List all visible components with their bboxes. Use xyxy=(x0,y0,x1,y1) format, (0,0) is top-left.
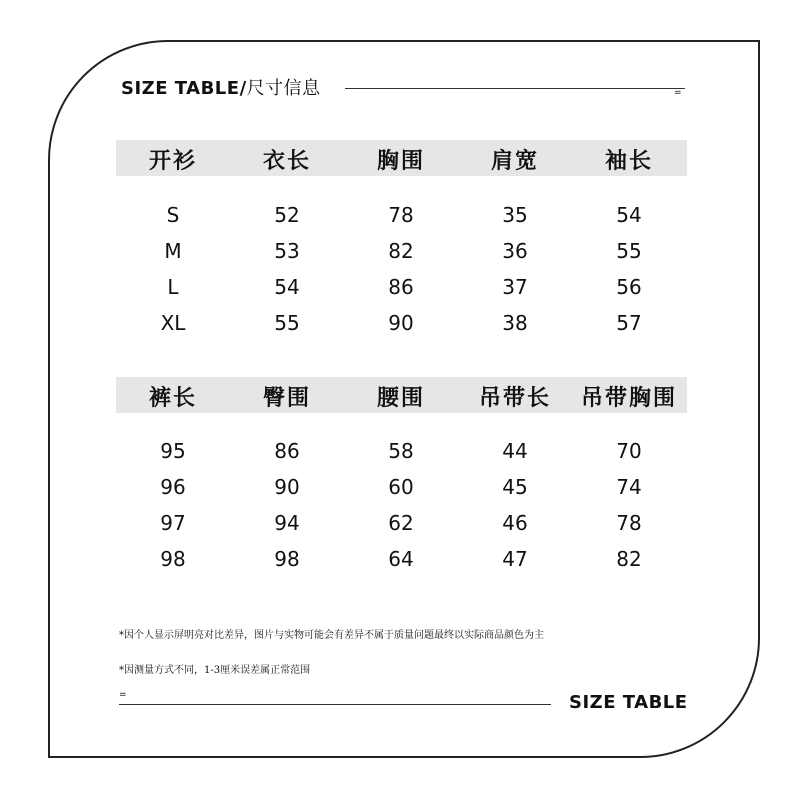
table-cell: 37 xyxy=(502,275,528,299)
page-title xyxy=(121,74,321,100)
table-cell: 78 xyxy=(388,203,414,227)
table-cell: 62 xyxy=(388,511,414,535)
table-cell: 46 xyxy=(502,511,528,535)
column-header: 开衫 xyxy=(148,148,197,174)
column-header: 吊带胸围 xyxy=(580,385,677,411)
column-header: 衣长 xyxy=(262,148,311,174)
table-cell: 96 xyxy=(160,475,186,499)
column-header: 肩宽 xyxy=(490,148,539,174)
table-cell: 86 xyxy=(388,275,414,299)
title-en: SIZE TABLE/ xyxy=(121,78,247,99)
table-cell: 52 xyxy=(274,203,300,227)
table-cell: 54 xyxy=(274,275,300,299)
table-cell: 95 xyxy=(160,439,186,463)
table-cell: 55 xyxy=(616,239,642,263)
column-header: 腰围 xyxy=(376,385,425,411)
table-cell: 47 xyxy=(502,547,528,571)
column-header: 裤长 xyxy=(148,385,197,411)
title-zh: 尺寸信息 xyxy=(246,78,321,99)
note-color-difference: *因个人显示屏明亮对比差异，图片与实物可能会有差异不属于质量问题最终以实际商品颜色为主 xyxy=(119,630,544,641)
table-cell: 60 xyxy=(388,475,414,499)
table-cell: 82 xyxy=(388,239,414,263)
footer-label: SIZE TABLE xyxy=(569,692,688,713)
table-cell: 74 xyxy=(616,475,642,499)
table-cell: 53 xyxy=(274,239,300,263)
table-cell: 38 xyxy=(502,311,528,335)
table-cell: 78 xyxy=(616,511,642,535)
column-header: 胸围 xyxy=(376,148,425,174)
table-cell: 54 xyxy=(616,203,642,227)
table-cell: 94 xyxy=(274,511,300,535)
top-mark: = xyxy=(674,88,682,98)
table-cell: 70 xyxy=(616,439,642,463)
table-cell: L xyxy=(167,275,179,299)
table-cell: 57 xyxy=(616,311,642,335)
table-cell: XL xyxy=(160,311,186,335)
table-cell: 56 xyxy=(616,275,642,299)
note-measurement: *因测量方式不同，1-3厘米误差属正常范围 xyxy=(119,665,311,676)
column-header: 袖长 xyxy=(604,148,653,174)
table-cell: 97 xyxy=(160,511,186,535)
table-cell: 35 xyxy=(502,203,528,227)
bottom-mark: = xyxy=(119,690,127,700)
table-cell: 58 xyxy=(388,439,414,463)
footer-divider xyxy=(119,704,551,705)
column-header: 吊带长 xyxy=(478,385,551,411)
table-cell: 86 xyxy=(274,439,300,463)
table-cell: 82 xyxy=(616,547,642,571)
table-cell: 98 xyxy=(274,547,300,571)
table-cell: 98 xyxy=(160,547,186,571)
title-divider xyxy=(345,88,685,89)
table-cell: 90 xyxy=(388,311,414,335)
column-header: 臀围 xyxy=(262,385,311,411)
table-cell: 90 xyxy=(274,475,300,499)
table-cell: 44 xyxy=(502,439,528,463)
table-cell: 36 xyxy=(502,239,528,263)
table-cell: S xyxy=(166,203,180,227)
table-cell: M xyxy=(164,239,182,263)
table-cell: 55 xyxy=(274,311,300,335)
table-cell: 64 xyxy=(388,547,414,571)
table-cell: 45 xyxy=(502,475,528,499)
